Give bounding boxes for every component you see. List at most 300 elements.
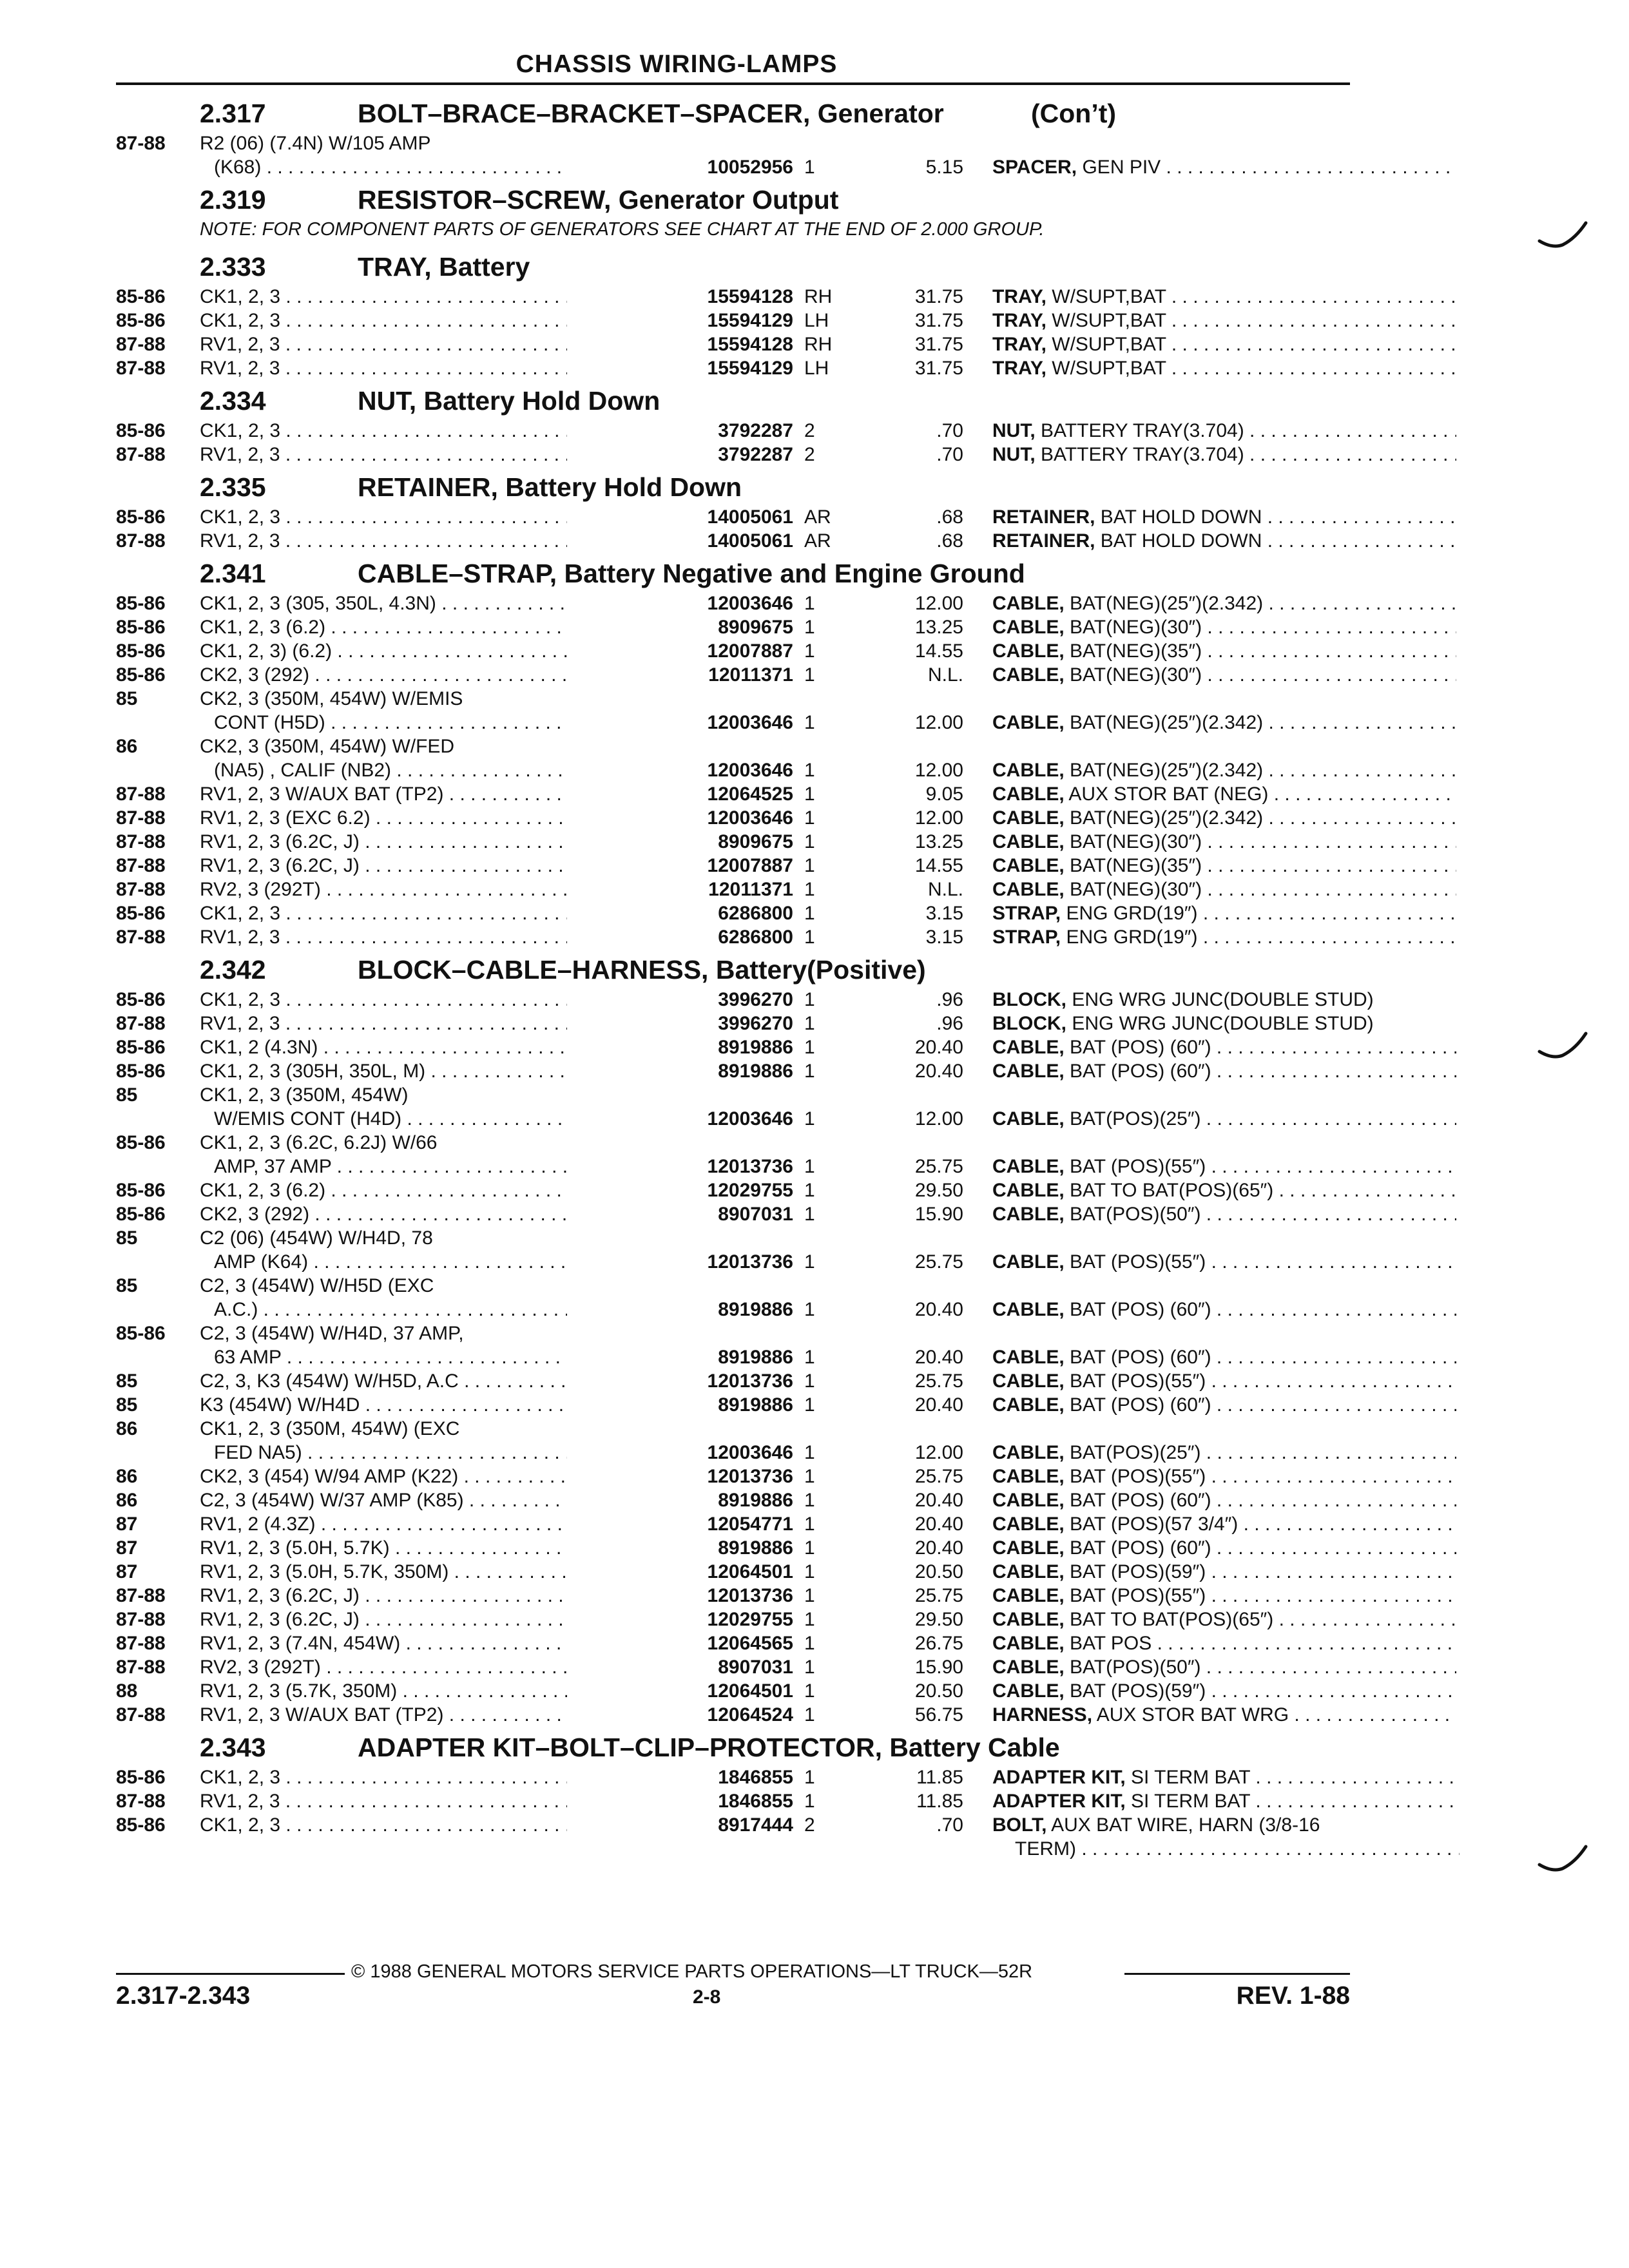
parts-row xyxy=(116,1132,1353,1156)
price: 15.90 xyxy=(914,1657,963,1678)
application: K3 (454W) W/H4D . . . xyxy=(200,1394,654,1416)
price: 20.40 xyxy=(914,1537,963,1559)
price: 9.05 xyxy=(925,783,963,805)
parts-row xyxy=(116,1514,1353,1537)
price: 31.75 xyxy=(914,310,963,331)
part-number: 6286800 xyxy=(567,927,793,948)
part-number: 8919886 xyxy=(567,1490,793,1512)
model-years: 85 xyxy=(116,1370,138,1392)
part-number: 1846855 xyxy=(567,1791,793,1812)
model-years: 87-88 xyxy=(116,879,166,900)
part-number: 3792287 xyxy=(567,420,793,442)
application: AMP, 37 AMP . . . xyxy=(214,1156,654,1178)
application: FED NA5) . . . xyxy=(214,1442,654,1464)
description: CABLE, BAT(NEG)(30″) . . . xyxy=(992,831,1456,853)
model-years: 87-88 xyxy=(116,831,166,852)
section-title: BOLT–BRACE–BRACKET–SPACER, Generator xyxy=(358,99,944,128)
description: RETAINER, BAT HOLD DOWN . . . xyxy=(992,530,1456,552)
price: 11.85 xyxy=(916,1791,963,1812)
description: CABLE, BAT (POS) (60″) . . . xyxy=(992,1347,1456,1369)
description: CABLE, BAT (POS) (60″) . . . xyxy=(992,1061,1456,1082)
description: CABLE, BAT (POS) (60″) . . . xyxy=(992,1490,1456,1512)
price: 12.00 xyxy=(914,760,963,781)
application: CK1, 2, 3 (6.2) . . . xyxy=(200,617,654,639)
application: RV1, 2, 3 . . . xyxy=(200,334,654,356)
price: 25.75 xyxy=(914,1585,963,1606)
price: 12.00 xyxy=(914,1442,963,1463)
parts-row xyxy=(116,927,1353,950)
model-years: 87 xyxy=(116,1514,138,1535)
price: N.L. xyxy=(927,879,963,900)
description: CABLE, BAT POS . . . xyxy=(992,1633,1456,1655)
parts-row xyxy=(116,310,1353,334)
parts-row xyxy=(116,1585,1353,1609)
section-heading xyxy=(116,94,1353,133)
parts-row xyxy=(116,807,1353,831)
price: 20.50 xyxy=(914,1561,963,1582)
section-number: 2.335 xyxy=(200,472,266,502)
parts-row xyxy=(116,286,1353,310)
quantity: 1 xyxy=(804,831,815,852)
application: CK1, 2, 3 . . . xyxy=(200,506,654,528)
part-number: 3792287 xyxy=(567,444,793,466)
price: N.L. xyxy=(927,664,963,686)
parts-row xyxy=(116,855,1353,879)
parts-row xyxy=(116,1704,1353,1728)
model-years: 85-86 xyxy=(116,903,166,924)
parts-row xyxy=(116,358,1353,381)
application: CK2, 3 (454) W/94 AMP (K22) . . . xyxy=(200,1466,654,1488)
parts-row xyxy=(116,1180,1353,1204)
parts-row xyxy=(116,1275,1353,1299)
application: CK1, 2, 3 . . . xyxy=(200,903,654,925)
part-number: 3996270 xyxy=(567,989,793,1011)
parts-row xyxy=(116,420,1353,444)
price: .96 xyxy=(936,1013,963,1034)
price: 25.75 xyxy=(914,1251,963,1273)
description: CABLE, BAT(NEG)(30″) . . . xyxy=(992,617,1456,639)
price: 13.25 xyxy=(914,617,963,638)
quantity: 1 xyxy=(804,1633,815,1654)
price: 14.55 xyxy=(914,640,963,662)
quantity: 1 xyxy=(804,1680,815,1702)
section-heading xyxy=(116,1728,1353,1767)
footer-rule xyxy=(116,1973,345,1975)
price: 12.00 xyxy=(914,1108,963,1129)
part-number: 12007887 xyxy=(567,640,793,662)
parts-row xyxy=(116,530,1353,554)
quantity: 1 xyxy=(804,760,815,781)
price: 11.85 xyxy=(916,1767,963,1788)
description: CABLE, BAT(NEG)(30″) . . . xyxy=(992,879,1456,901)
description: STRAP, ENG GRD(19″) . . . xyxy=(992,927,1456,948)
description: CABLE, BAT(NEG)(35″) . . . xyxy=(992,855,1456,877)
part-number: 3996270 xyxy=(567,1013,793,1035)
quantity: 1 xyxy=(804,1791,815,1812)
application: RV1, 2, 3 (6.2C, J) . . . xyxy=(200,855,654,877)
model-years: 87-88 xyxy=(116,1704,166,1725)
quantity: 1 xyxy=(804,879,815,900)
quantity: 1 xyxy=(804,1061,815,1082)
quantity: 1 xyxy=(804,664,815,686)
quantity: LH xyxy=(804,358,829,379)
parts-row xyxy=(116,1061,1353,1084)
quantity: 1 xyxy=(804,1180,815,1201)
part-number: 12013736 xyxy=(567,1466,793,1488)
model-years: 85-86 xyxy=(116,286,166,307)
parts-row xyxy=(116,334,1353,358)
price: .70 xyxy=(936,1814,963,1836)
model-years: 87-88 xyxy=(116,807,166,829)
price: 5.15 xyxy=(925,157,963,178)
part-number: 12003646 xyxy=(567,1108,793,1130)
application: C2 (06) (454W) W/H4D, 78 xyxy=(200,1227,433,1249)
model-years: 87-88 xyxy=(116,358,166,379)
quantity: 2 xyxy=(804,444,815,465)
model-years: 86 xyxy=(116,1490,138,1511)
price: 20.40 xyxy=(914,1061,963,1082)
quantity: 1 xyxy=(804,1156,815,1177)
price: 20.40 xyxy=(914,1299,963,1320)
header-rule xyxy=(116,82,1350,85)
quantity: 1 xyxy=(804,855,815,876)
model-years: 85-86 xyxy=(116,310,166,331)
section-heading xyxy=(116,468,1353,506)
application: RV1, 2 (4.3Z) . . . xyxy=(200,1514,654,1535)
part-number: 12011371 xyxy=(567,664,793,686)
parts-row xyxy=(116,1466,1353,1490)
description: RETAINER, BAT HOLD DOWN . . . xyxy=(992,506,1456,528)
application: RV1, 2, 3 (7.4N, 454W) . . . xyxy=(200,1633,654,1655)
parts-row xyxy=(116,1537,1353,1561)
description: TRAY, W/SUPT,BAT . . . xyxy=(992,358,1456,380)
model-years: 85-86 xyxy=(116,1180,166,1201)
application: CK1, 2, 3) (6.2) . . . xyxy=(200,640,654,662)
description: NUT, BATTERY TRAY(3.704) . . . xyxy=(992,444,1456,466)
quantity: LH xyxy=(804,310,829,331)
parts-row xyxy=(116,664,1353,688)
part-number: 12064501 xyxy=(567,1680,793,1702)
application: A.C.) . . . xyxy=(214,1299,654,1321)
quantity: 1 xyxy=(804,989,815,1010)
application: CK1, 2 (4.3N) . . . xyxy=(200,1037,654,1059)
description: ADAPTER KIT, SI TERM BAT . . . xyxy=(992,1791,1456,1812)
model-years: 85-86 xyxy=(116,617,166,638)
quantity: 1 xyxy=(804,1442,815,1463)
part-number: 10052956 xyxy=(567,157,793,178)
model-years: 87-88 xyxy=(116,1585,166,1606)
section-number: 2.342 xyxy=(200,955,266,985)
parts-row xyxy=(116,712,1353,736)
description: SPACER, GEN PIV . . . xyxy=(992,157,1456,178)
model-years: 87 xyxy=(116,1561,138,1582)
part-number: 12007887 xyxy=(567,855,793,877)
section-heading xyxy=(116,554,1353,593)
description: CABLE, BAT (POS)(59″) . . . xyxy=(992,1680,1456,1702)
part-number: 12064525 xyxy=(567,783,793,805)
description: TRAY, W/SUPT,BAT . . . xyxy=(992,310,1456,332)
price: 12.00 xyxy=(914,593,963,614)
application: RV1, 2, 3 . . . xyxy=(200,358,654,380)
model-years: 87-88 xyxy=(116,444,166,465)
part-number: 8907031 xyxy=(567,1204,793,1225)
application: RV1, 2, 3 W/AUX BAT (TP2) . . . xyxy=(200,1704,654,1726)
description: CABLE, BAT(POS)(50″) . . . xyxy=(992,1204,1456,1225)
section-number: 2.341 xyxy=(200,559,266,588)
quantity: 1 xyxy=(804,1514,815,1535)
section-number: 2.319 xyxy=(200,185,266,215)
quantity: 2 xyxy=(804,1814,815,1836)
parts-row xyxy=(116,1561,1353,1585)
application: CK1, 2, 3 (6.2C, 6.2J) W/66 xyxy=(200,1132,438,1153)
model-years: 85 xyxy=(116,1227,138,1249)
application: CK1, 2, 3 . . . xyxy=(200,1814,654,1836)
application: RV2, 3 (292T) . . . xyxy=(200,879,654,901)
part-number: 8917444 xyxy=(567,1814,793,1836)
section-number: 2.317 xyxy=(200,99,266,128)
parts-listing xyxy=(116,94,1374,1862)
application: CK1, 2, 3 . . . xyxy=(200,1767,654,1789)
description: CABLE, BAT(NEG)(30″) . . . xyxy=(992,664,1456,686)
application: AMP (K64) . . . xyxy=(214,1251,654,1273)
quantity: 1 xyxy=(804,1585,815,1606)
model-years: 87-88 xyxy=(116,1633,166,1654)
application: CK1, 2, 3 (305, 350L, 4.3N) . . . xyxy=(200,593,654,615)
parts-row xyxy=(116,989,1374,1013)
part-number: 12011371 xyxy=(567,879,793,901)
model-years: 85-86 xyxy=(116,1204,166,1225)
model-years: 87-88 xyxy=(116,530,166,552)
application: CK1, 2, 3 (305H, 350L, M) . . . xyxy=(200,1061,654,1082)
part-number: 12064565 xyxy=(567,1633,793,1655)
model-years: 85-86 xyxy=(116,1132,166,1153)
parts-row xyxy=(116,736,1353,760)
parts-row xyxy=(116,783,1353,807)
section-title: RESISTOR–SCREW, Generator Output xyxy=(358,185,839,215)
price: 25.75 xyxy=(914,1370,963,1392)
parts-row xyxy=(116,879,1353,903)
section-title: BLOCK–CABLE–HARNESS, Battery(Positive) xyxy=(358,955,926,985)
description: CABLE, BAT (POS)(55″) . . . xyxy=(992,1585,1456,1607)
section-heading xyxy=(116,247,1353,286)
model-years: 86 xyxy=(116,1466,138,1487)
price: 20.40 xyxy=(914,1347,963,1368)
part-number: 12029755 xyxy=(567,1180,793,1202)
parts-row xyxy=(116,1657,1353,1680)
model-years: 87-88 xyxy=(116,927,166,948)
part-number: 8919886 xyxy=(567,1394,793,1416)
part-number: 8919886 xyxy=(567,1299,793,1321)
parts-row xyxy=(116,1442,1353,1466)
part-number: 12003646 xyxy=(567,593,793,615)
parts-row xyxy=(116,1814,1353,1838)
page-title: CHASSIS WIRING-LAMPS xyxy=(516,50,838,78)
description: TRAY, W/SUPT,BAT . . . xyxy=(992,286,1456,308)
application: RV1, 2, 3 (6.2C, J) . . . xyxy=(200,831,654,853)
parts-row xyxy=(116,133,1353,157)
check-mark-icon xyxy=(1537,1030,1588,1068)
section-heading xyxy=(116,180,1353,219)
part-number: 12064524 xyxy=(567,1704,793,1726)
price: 20.40 xyxy=(914,1037,963,1058)
part-number: 14005061 xyxy=(567,530,793,552)
parts-row xyxy=(116,1370,1353,1394)
part-number: 15594128 xyxy=(567,286,793,308)
model-years: 85-86 xyxy=(116,1037,166,1058)
quantity: 1 xyxy=(804,1609,815,1630)
application: C2, 3 (454W) W/H5D (EXC xyxy=(200,1275,434,1296)
parts-row xyxy=(116,593,1353,617)
parts-row xyxy=(116,506,1353,530)
part-number: 12013736 xyxy=(567,1370,793,1392)
quantity: AR xyxy=(804,506,831,528)
parts-row xyxy=(116,1347,1353,1370)
model-years: 85-86 xyxy=(116,593,166,614)
price: 3.15 xyxy=(925,903,963,924)
description: CABLE, BAT (POS)(55″) . . . xyxy=(992,1251,1456,1273)
part-number: 8919886 xyxy=(567,1061,793,1082)
parts-row xyxy=(116,1204,1353,1227)
description: CABLE, BAT(NEG)(35″) . . . xyxy=(992,640,1456,662)
parts-row xyxy=(116,617,1353,640)
section-title: CABLE–STRAP, Battery Negative and Engine Ground xyxy=(358,559,1025,588)
model-years: 85-86 xyxy=(116,664,166,686)
section-heading xyxy=(116,381,1353,420)
quantity: 1 xyxy=(804,1767,815,1788)
application: CK1, 2, 3 . . . xyxy=(200,286,654,308)
description: BOLT, AUX BAT WIRE, HARN (3/8-16 xyxy=(992,1814,1320,1836)
section-title: ADAPTER KIT–BOLT–CLIP–PROTECTOR, Battery Cable xyxy=(358,1733,1060,1762)
application: RV2, 3 (292T) . . . xyxy=(200,1657,654,1678)
price: 20.40 xyxy=(914,1394,963,1416)
price: .68 xyxy=(936,530,963,552)
quantity: 1 xyxy=(804,1561,815,1582)
price: 29.50 xyxy=(914,1180,963,1201)
footer-revision: REV. 1-88 xyxy=(1236,1982,1350,2010)
parts-row xyxy=(116,1767,1353,1791)
part-number: 1846855 xyxy=(567,1767,793,1789)
part-number: 12029755 xyxy=(567,1609,793,1631)
quantity: 1 xyxy=(804,1013,815,1034)
quantity: 1 xyxy=(804,157,815,178)
part-number: 8919886 xyxy=(567,1537,793,1559)
application: RV1, 2, 3 (5.7K, 350M) . . . xyxy=(200,1680,654,1702)
description: BLOCK, ENG WRG JUNC(DOUBLE STUD) xyxy=(992,989,1374,1010)
parts-row xyxy=(116,688,1353,712)
model-years: 85 xyxy=(116,1394,138,1416)
description: CABLE, BAT (POS) (60″) . . . xyxy=(992,1299,1456,1321)
model-years: 85 xyxy=(116,688,138,709)
quantity: 1 xyxy=(804,1347,815,1368)
application: RV1, 2, 3 (6.2C, J) . . . xyxy=(200,1585,654,1607)
model-years: 87-88 xyxy=(116,1791,166,1812)
model-years: 87-88 xyxy=(116,1013,166,1034)
price: .70 xyxy=(936,420,963,441)
check-mark-icon xyxy=(1537,219,1588,258)
quantity: 1 xyxy=(804,617,815,638)
part-number: 12013736 xyxy=(567,1251,793,1273)
description: TRAY, W/SUPT,BAT . . . xyxy=(992,334,1456,356)
part-number: 12003646 xyxy=(567,1442,793,1464)
model-years: 85-86 xyxy=(116,420,166,441)
quantity: 1 xyxy=(804,1108,815,1129)
model-years: 85 xyxy=(116,1275,138,1296)
quantity: 1 xyxy=(804,1704,815,1725)
model-years: 85-86 xyxy=(116,640,166,662)
description: ADAPTER KIT, SI TERM BAT . . . xyxy=(992,1767,1456,1789)
parts-row xyxy=(116,1791,1353,1814)
application: RV1, 2, 3 . . . xyxy=(200,927,654,948)
parts-row xyxy=(116,1323,1353,1347)
parts-row xyxy=(116,640,1353,664)
quantity: 1 xyxy=(804,1370,815,1392)
model-years: 85-86 xyxy=(116,989,166,1010)
quantity: 1 xyxy=(804,1394,815,1416)
parts-row xyxy=(116,1490,1353,1514)
part-number: 12003646 xyxy=(567,712,793,734)
price: 12.00 xyxy=(914,712,963,733)
quantity: 1 xyxy=(804,1251,815,1273)
part-number: 8909675 xyxy=(567,617,793,639)
quantity: 1 xyxy=(804,712,815,733)
model-years: 85-86 xyxy=(116,1323,166,1344)
application: CK1, 2, 3 . . . xyxy=(200,420,654,442)
description: NUT, BATTERY TRAY(3.704) . . . xyxy=(992,420,1456,442)
model-years: 86 xyxy=(116,1418,138,1439)
parts-row xyxy=(116,831,1353,855)
model-years: 87-88 xyxy=(116,334,166,355)
model-years: 85-86 xyxy=(116,506,166,528)
application: CK1, 2, 3 (6.2) . . . xyxy=(200,1180,654,1202)
price: 12.00 xyxy=(914,807,963,829)
price: 15.90 xyxy=(914,1204,963,1225)
parts-row xyxy=(116,157,1353,180)
part-number: 15594129 xyxy=(567,310,793,332)
model-years: 85-86 xyxy=(116,1767,166,1788)
parts-row xyxy=(116,760,1353,783)
model-years: 87-88 xyxy=(116,133,166,154)
section-number: 2.343 xyxy=(200,1733,266,1762)
price: 31.75 xyxy=(914,334,963,355)
application: CK2, 3 (350M, 454W) W/EMIS xyxy=(200,688,463,709)
price: 25.75 xyxy=(914,1156,963,1177)
description: CABLE, BAT (POS) (60″) . . . xyxy=(992,1394,1456,1416)
description-continued: TERM) . . . xyxy=(1015,1838,1460,1860)
model-years: 85-86 xyxy=(116,1061,166,1082)
parts-row xyxy=(116,444,1353,468)
description: CABLE, BAT(POS)(25″) . . . xyxy=(992,1442,1456,1464)
application: CK1, 2, 3 . . . xyxy=(200,310,654,332)
application: R2 (06) (7.4N) W/105 AMP xyxy=(200,133,431,154)
parts-row xyxy=(116,1680,1353,1704)
description: CABLE, BAT (POS)(55″) . . . xyxy=(992,1156,1456,1178)
section-title: RETAINER, Battery Hold Down xyxy=(358,472,742,502)
part-number: 12013736 xyxy=(567,1585,793,1607)
application: C2, 3 (454W) W/37 AMP (K85) . . . xyxy=(200,1490,654,1512)
quantity: 1 xyxy=(804,640,815,662)
model-years: 87-88 xyxy=(116,1609,166,1630)
description: HARNESS, AUX STOR BAT WRG . . . xyxy=(992,1704,1456,1726)
parts-row xyxy=(116,1609,1353,1633)
part-number: 12064501 xyxy=(567,1561,793,1583)
quantity: 1 xyxy=(804,927,815,948)
parts-row xyxy=(116,1227,1353,1251)
description: CABLE, BAT TO BAT(POS)(65″) . . . xyxy=(992,1609,1456,1631)
model-years: 88 xyxy=(116,1680,138,1702)
part-number: 8919886 xyxy=(567,1347,793,1369)
description: STRAP, ENG GRD(19″) . . . xyxy=(992,903,1456,925)
quantity: 1 xyxy=(804,1037,815,1058)
